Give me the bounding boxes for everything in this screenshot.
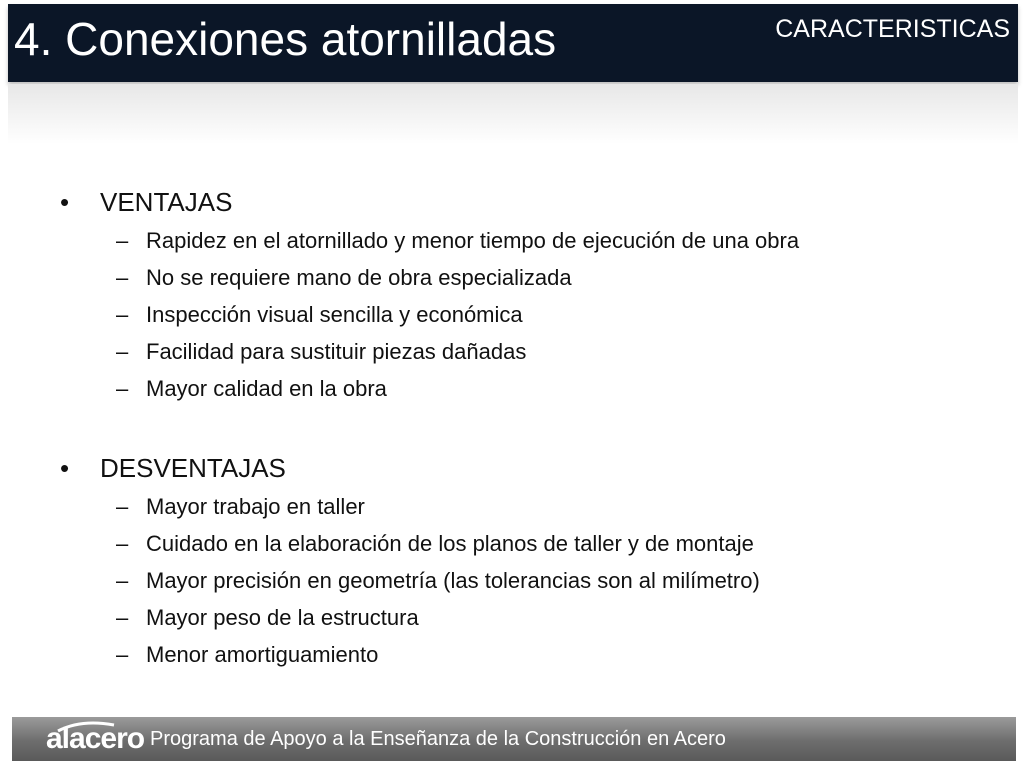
list-item: [116, 375, 387, 403]
list-item-text: Menor amortiguamiento: [146, 642, 379, 667]
dash-marker: –: [116, 376, 129, 401]
dash-marker: –: [116, 642, 129, 667]
list-item: [116, 493, 365, 521]
slide-title: 4. Conexiones atornilladas: [14, 13, 557, 65]
alacero-logo: alacero: [46, 722, 145, 755]
dash-marker: –: [116, 494, 129, 519]
bullet-marker: •: [60, 453, 70, 483]
list-item: [116, 567, 760, 595]
list-item: [116, 227, 799, 255]
dash-marker: –: [116, 339, 129, 364]
dash-marker: –: [116, 605, 129, 630]
list-item: [116, 530, 754, 558]
list-item: [116, 604, 419, 632]
list-item-text: Facilidad para sustituir piezas dañadas: [146, 339, 527, 364]
list-item: [116, 264, 572, 292]
list-item-text: Cuidado en la elaboración de los planos de taller y de montaje: [146, 531, 754, 556]
list-item-text: Mayor trabajo en taller: [146, 494, 365, 519]
list-item: [116, 301, 523, 329]
header-shadow-band: [8, 84, 1018, 144]
list-item-text: Mayor calidad en la obra: [146, 376, 387, 401]
slide-header: [8, 4, 1018, 82]
footer-bar: [12, 717, 1016, 761]
list-item-text: No se requiere mano de obra especializada: [146, 265, 572, 290]
footer-program-text: Programa de Apoyo a la Enseñanza de la Construcción en Acero: [150, 728, 726, 750]
section-label: CARACTERISTICAS: [775, 15, 1010, 43]
list-item-text: Mayor precisión en geometría (las tolerancias son al milímetro): [146, 568, 760, 593]
ventajas-heading-text: VENTAJAS: [100, 187, 233, 217]
desventajas-heading-text: DESVENTAJAS: [100, 453, 286, 483]
dash-marker: –: [116, 568, 129, 593]
list-item-text: Mayor peso de la estructura: [146, 605, 419, 630]
list-item: [116, 641, 378, 669]
dash-marker: –: [116, 228, 129, 253]
list-item-text: Rapidez en el atornillado y menor tiempo de ejecución de una obra: [146, 228, 800, 253]
dash-marker: –: [116, 302, 129, 327]
dash-marker: –: [116, 531, 129, 556]
list-item: [116, 338, 526, 366]
bullet-marker: •: [60, 187, 70, 217]
dash-marker: –: [116, 265, 129, 290]
ventajas-heading: [60, 186, 232, 218]
list-item-text: Inspección visual sencilla y económica: [146, 302, 523, 327]
desventajas-heading: [60, 452, 286, 484]
